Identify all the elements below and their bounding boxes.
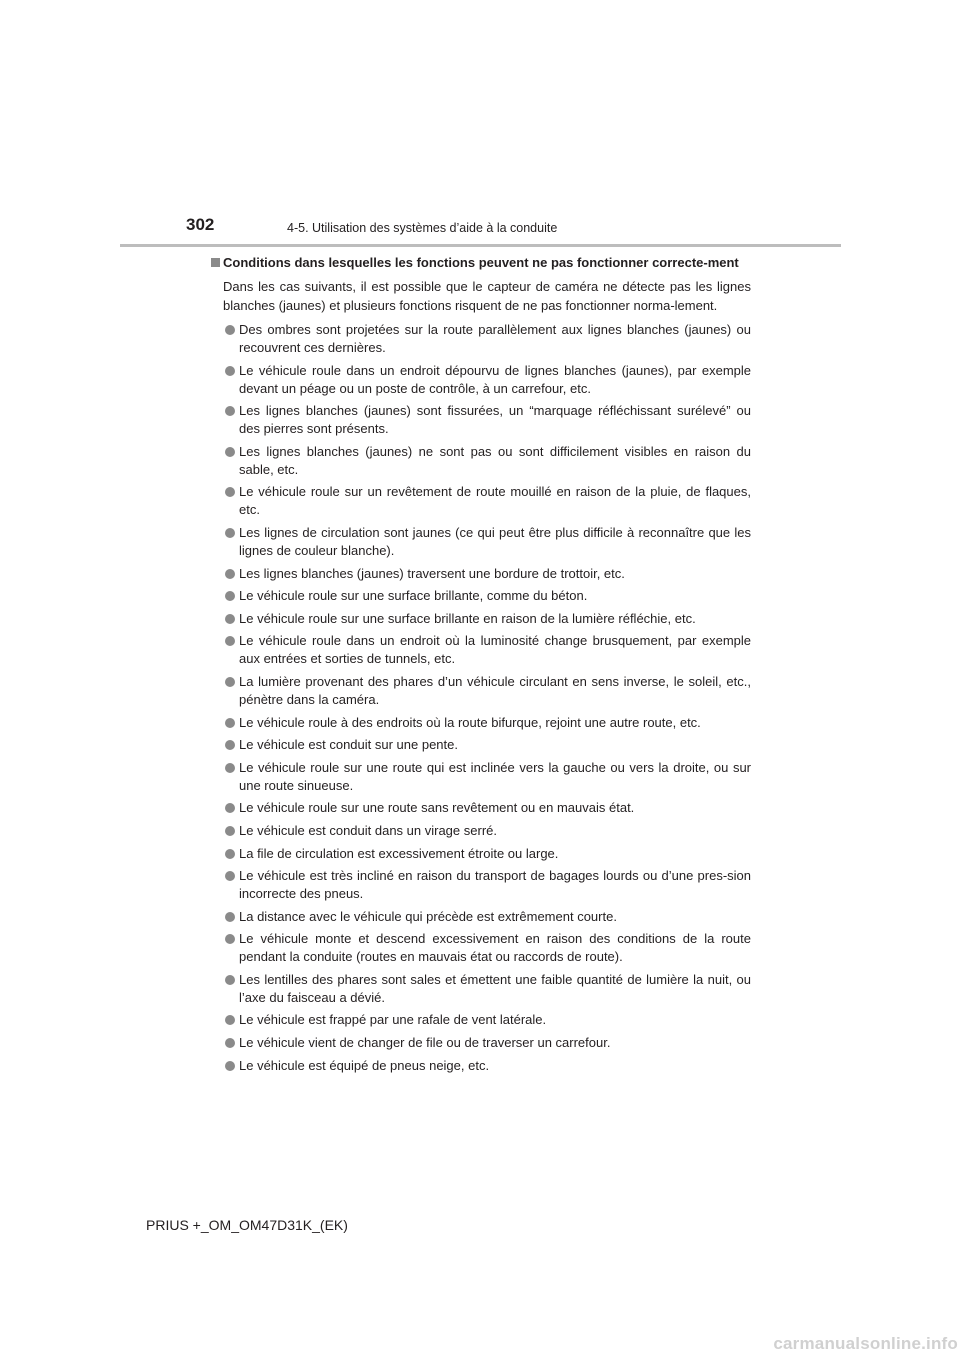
round-bullet-icon (225, 826, 235, 836)
document-footer-code: PRIUS +_OM_OM47D31K_(EK) (146, 1217, 348, 1233)
round-bullet-icon (225, 740, 235, 750)
round-bullet-icon (225, 677, 235, 687)
list-item-text: Le véhicule roule sur un revêtement de route mouillé en raison de la pluie, de flaques, etc. (239, 484, 751, 518)
list-item-text: Les lentilles des phares sont sales et émettent une faible quantité de lumière la nuit, ou l’axe du faisceau a dévié. (239, 971, 751, 1005)
round-bullet-icon (225, 803, 235, 813)
list-item-text: Le véhicule roule dans un endroit dépourvu de lignes blanches (jaunes), par exemple devant un péage ou un poste de contrôle, à un carrefour, etc. (239, 362, 751, 396)
list-item (211, 673, 751, 709)
list-item (211, 930, 751, 966)
subsection-heading (211, 254, 751, 272)
list-item-text: La lumière provenant des phares d’un véhicule circulant en sens inverse, le soleil, etc., pénètre dans la caméra. (239, 673, 751, 707)
round-bullet-icon (225, 366, 235, 376)
round-bullet-icon (225, 912, 235, 922)
list-item-text: Le véhicule est équipé de pneus neige, etc. (239, 1057, 490, 1073)
list-item-text: Les lignes de circulation sont jaunes (ce qui peut être plus difficile à reconnaître que les lignes de couleur blanche). (239, 524, 751, 558)
list-item-text: Le véhicule roule à des endroits où la route bifurque, rejoint une autre route, etc. (239, 714, 701, 730)
section-title: 4-5. Utilisation des systèmes d’aide à la conduite (287, 221, 558, 235)
list-item (211, 822, 751, 840)
list-item (211, 321, 751, 357)
list-item-text: Le véhicule est conduit dans un virage serré. (239, 822, 497, 838)
round-bullet-icon (225, 1038, 235, 1048)
list-item-text: Le véhicule vient de changer de file ou de traverser un carrefour. (239, 1035, 611, 1051)
round-bullet-icon (225, 1015, 235, 1025)
list-item (211, 1057, 751, 1075)
list-item-text: La distance avec le véhicule qui précède est extrêmement courte. (239, 908, 617, 924)
list-item (211, 759, 751, 795)
list-item-text: Le véhicule roule sur une surface brillante, comme du béton. (239, 588, 588, 604)
list-item (211, 483, 751, 519)
round-bullet-icon (225, 849, 235, 859)
round-bullet-icon (225, 975, 235, 985)
list-item (211, 1034, 751, 1052)
list-item (211, 736, 751, 754)
list-item-text: Le véhicule monte et descend excessivement en raison des conditions de la route pendant la conduite (routes en mauvais état ou raccords de route). (239, 931, 751, 965)
list-item (211, 443, 751, 479)
list-item-text: Les lignes blanches (jaunes) traversent une bordure de trottoir, etc. (239, 565, 625, 581)
list-item (211, 971, 751, 1007)
list-item (211, 610, 751, 628)
round-bullet-icon (225, 1061, 235, 1071)
list-item (211, 565, 751, 583)
header-divider (120, 244, 841, 247)
subsection-heading-text: Conditions dans lesquelles les fonctions peuvent ne pas fonctionner correcte-ment (223, 255, 739, 270)
list-item (211, 1011, 751, 1029)
list-item-text: Le véhicule roule dans un endroit où la luminosité change brusquement, par exemple aux entrées et sorties de tunnels, etc. (239, 633, 751, 667)
list-item (211, 587, 751, 605)
round-bullet-icon (225, 636, 235, 646)
round-bullet-icon (225, 718, 235, 728)
watermark-text: carmanualsonline.info (773, 1334, 958, 1353)
list-item (211, 632, 751, 668)
list-item-text: Les lignes blanches (jaunes) sont fissurées, un “marquage réfléchissant surélevé” ou des pierres sont présents. (239, 403, 751, 437)
list-item-text: Le véhicule est frappé par une rafale de vent latérale. (239, 1012, 547, 1028)
round-bullet-icon (225, 591, 235, 601)
list-item (211, 524, 751, 560)
list-item-text: Le véhicule roule sur une route sans revêtement ou en mauvais état. (239, 800, 635, 816)
round-bullet-icon (225, 763, 235, 773)
conditions-list (211, 321, 751, 1075)
list-item-text: Le véhicule roule sur une route qui est inclinée vers la gauche ou vers la droite, ou sur une route sinueuse. (239, 759, 751, 793)
list-item (211, 845, 751, 863)
list-item (211, 402, 751, 438)
round-bullet-icon (225, 871, 235, 881)
page-content (211, 254, 751, 1079)
list-item-text: La file de circulation est excessivement étroite ou large. (239, 845, 559, 861)
intro-paragraph: Dans les cas suivants, il est possible que le capteur de caméra ne détecte pas les lignes blanches (jaunes) et plusieurs fonctions risquent de ne pas fonctionner norma-lement. (223, 279, 751, 313)
square-bullet-icon (211, 258, 220, 267)
list-item-text: Le véhicule est conduit sur une pente. (239, 737, 458, 753)
round-bullet-icon (225, 614, 235, 624)
list-item-text: Des ombres sont projetées sur la route parallèlement aux lignes blanches (jaunes) ou recouvrent ces dernières. (239, 322, 751, 355)
list-item (211, 714, 751, 732)
list-item-text: Le véhicule roule sur une surface brillante en raison de la lumière réfléchie, etc. (239, 610, 696, 626)
round-bullet-icon (225, 406, 235, 416)
round-bullet-icon (225, 487, 235, 497)
round-bullet-icon (225, 447, 235, 457)
list-item (211, 799, 751, 817)
round-bullet-icon (225, 528, 235, 538)
list-item (211, 867, 751, 903)
list-item (211, 362, 751, 398)
round-bullet-icon (225, 325, 235, 335)
list-item (211, 908, 751, 926)
round-bullet-icon (225, 569, 235, 579)
round-bullet-icon (225, 934, 235, 944)
list-item-text: Les lignes blanches (jaunes) ne sont pas ou sont difficilement visibles en raison du sable, etc. (239, 443, 751, 477)
page-number: 302 (186, 215, 215, 234)
list-item-text: Le véhicule est très incliné en raison du transport de bagages lourds ou d’une pres-sion incorrecte des pneus. (239, 868, 751, 902)
